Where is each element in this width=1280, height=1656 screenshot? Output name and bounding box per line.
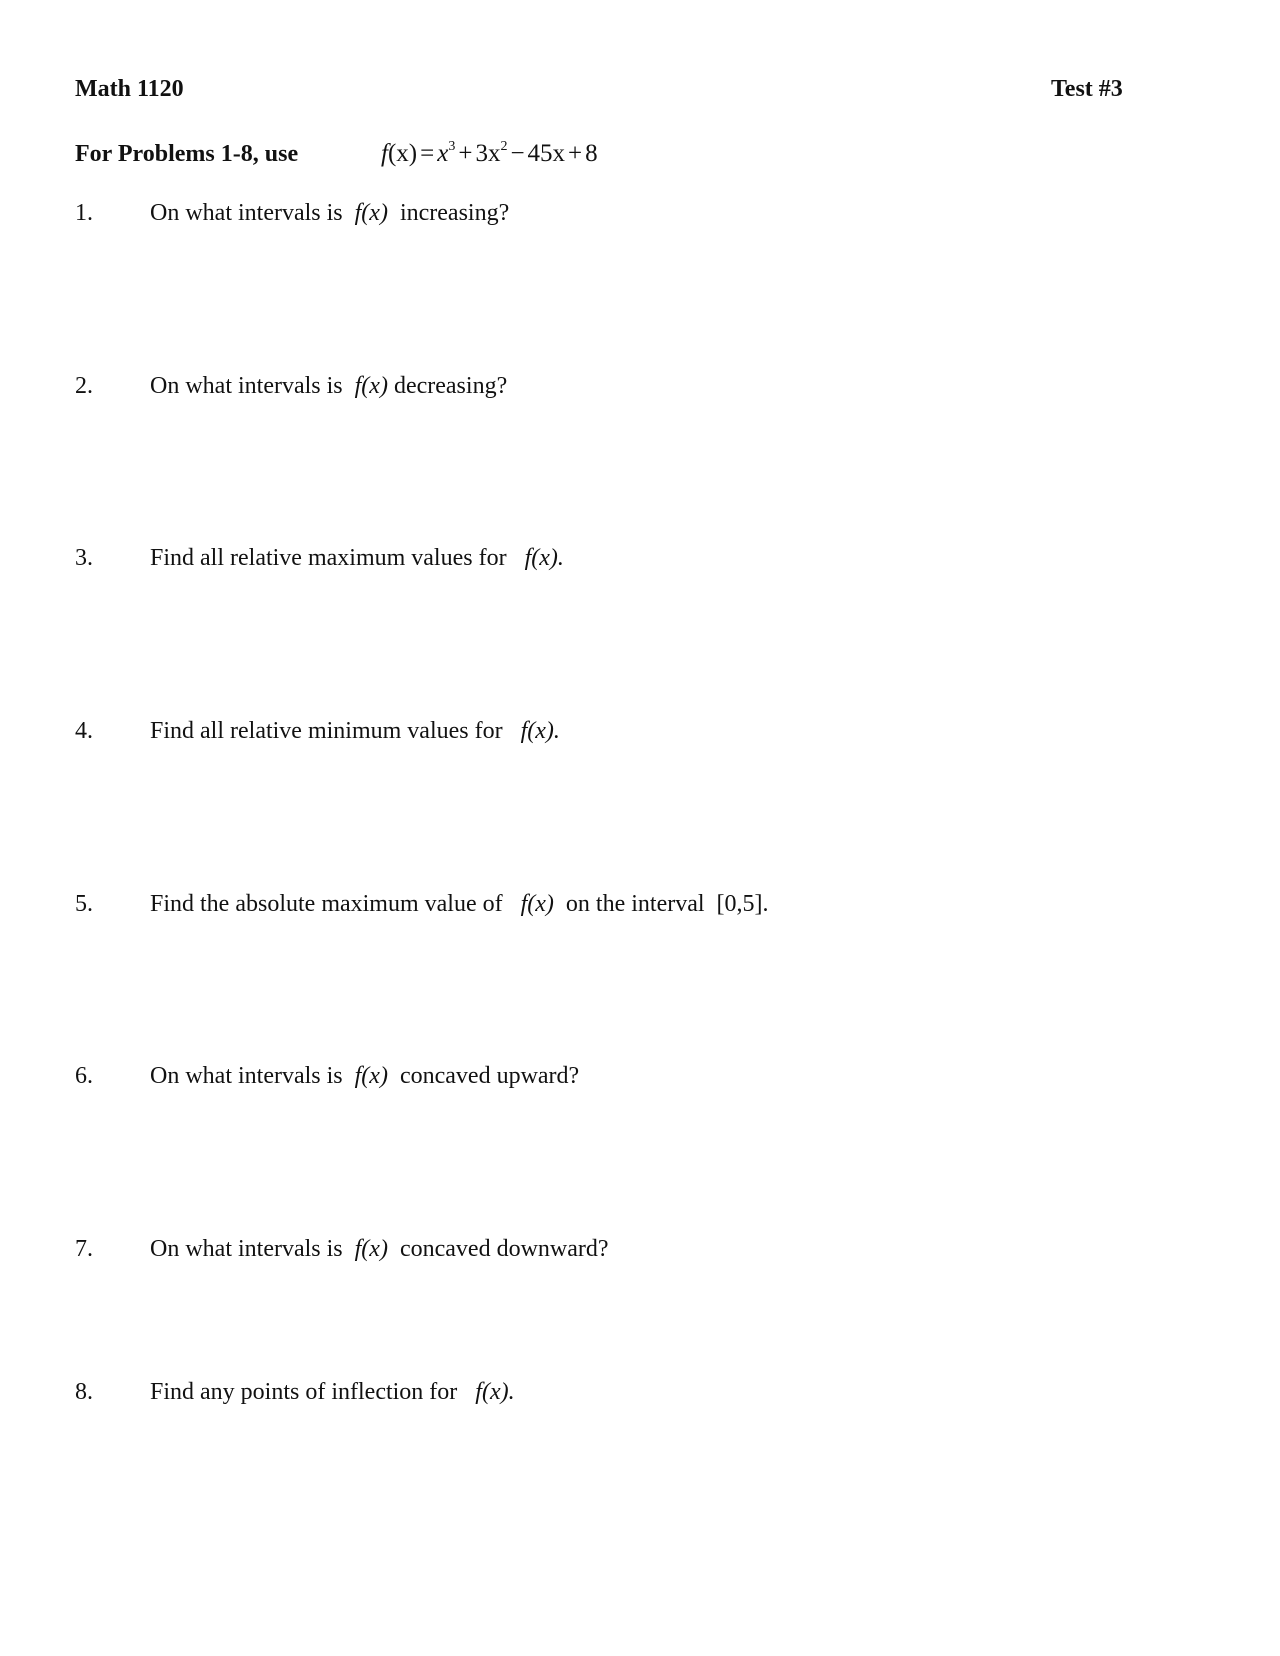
problem-text xyxy=(150,1374,515,1410)
problem-text xyxy=(150,1058,579,1094)
problem-number: 2. xyxy=(75,373,93,399)
problem-text-after: decreasing? xyxy=(393,373,508,399)
problem-text-before: Find any points of inflection for xyxy=(150,1379,458,1405)
formula-term2: 3x xyxy=(475,140,501,167)
problem-function: f(x) xyxy=(354,373,388,399)
problem-function: f(x) xyxy=(354,200,388,226)
given-label: For Problems 1-8, use xyxy=(75,141,299,167)
function-formula xyxy=(381,136,598,172)
problem-text-before: Find all relative minimum values for xyxy=(150,718,503,744)
problem-function: f(x) xyxy=(520,891,554,917)
test-title: Test #3 xyxy=(1051,76,1123,102)
problem-number: 5. xyxy=(75,891,93,917)
formula-plus1: + xyxy=(458,140,473,167)
formula-exp3: 3 xyxy=(448,138,456,154)
problem-7 xyxy=(75,1231,1175,1267)
problem-text-after: on the interval [0,5]. xyxy=(565,891,769,917)
problem-text xyxy=(150,886,769,922)
problem-text xyxy=(150,713,560,749)
problem-number: 6. xyxy=(75,1063,93,1089)
problem-1 xyxy=(75,195,1175,231)
formula-exp2: 2 xyxy=(500,138,508,154)
problem-text-before: Find the absolute maximum value of xyxy=(150,891,503,917)
problem-number: 1. xyxy=(75,200,93,226)
formula-plus2: + xyxy=(568,140,583,167)
problem-text xyxy=(150,195,509,231)
problem-number: 8. xyxy=(75,1379,93,1405)
problem-function: f(x) xyxy=(354,1236,388,1262)
problem-text-after: increasing? xyxy=(399,200,510,226)
problem-text xyxy=(150,1231,609,1267)
formula-x: x xyxy=(437,140,449,167)
problem-function: f(x) xyxy=(354,1063,388,1089)
problem-text-before: On what intervals is xyxy=(150,1063,343,1089)
formula-term3: 45x xyxy=(527,140,566,167)
problem-3 xyxy=(75,540,1175,576)
formula-minus: − xyxy=(510,140,525,167)
problem-2 xyxy=(75,368,1175,404)
problem-number: 7. xyxy=(75,1236,93,1262)
problem-8 xyxy=(75,1374,1175,1410)
problem-6 xyxy=(75,1058,1175,1094)
problem-text-after: concaved downward? xyxy=(399,1236,609,1262)
problem-4 xyxy=(75,713,1175,749)
problem-text xyxy=(150,540,564,576)
problem-text xyxy=(150,368,507,404)
problem-number: 3. xyxy=(75,545,93,571)
formula-equals: = xyxy=(420,140,435,167)
problem-text-before: On what intervals is xyxy=(150,200,343,226)
problem-5 xyxy=(75,886,1175,922)
problem-number: 4. xyxy=(75,718,93,744)
problem-text-after: concaved upward? xyxy=(399,1063,580,1089)
problem-text-before: Find all relative maximum values for xyxy=(150,545,507,571)
problem-function: f(x). xyxy=(475,1379,515,1405)
formula-arg: (x) xyxy=(387,140,418,167)
formula-constant: 8 xyxy=(585,140,598,167)
formula-f: f xyxy=(381,140,388,167)
problem-text-before: On what intervals is xyxy=(150,1236,343,1262)
course-title: Math 1120 xyxy=(75,76,184,102)
problem-function: f(x). xyxy=(524,545,564,571)
problem-text-before: On what intervals is xyxy=(150,373,343,399)
problem-function: f(x). xyxy=(520,718,560,744)
